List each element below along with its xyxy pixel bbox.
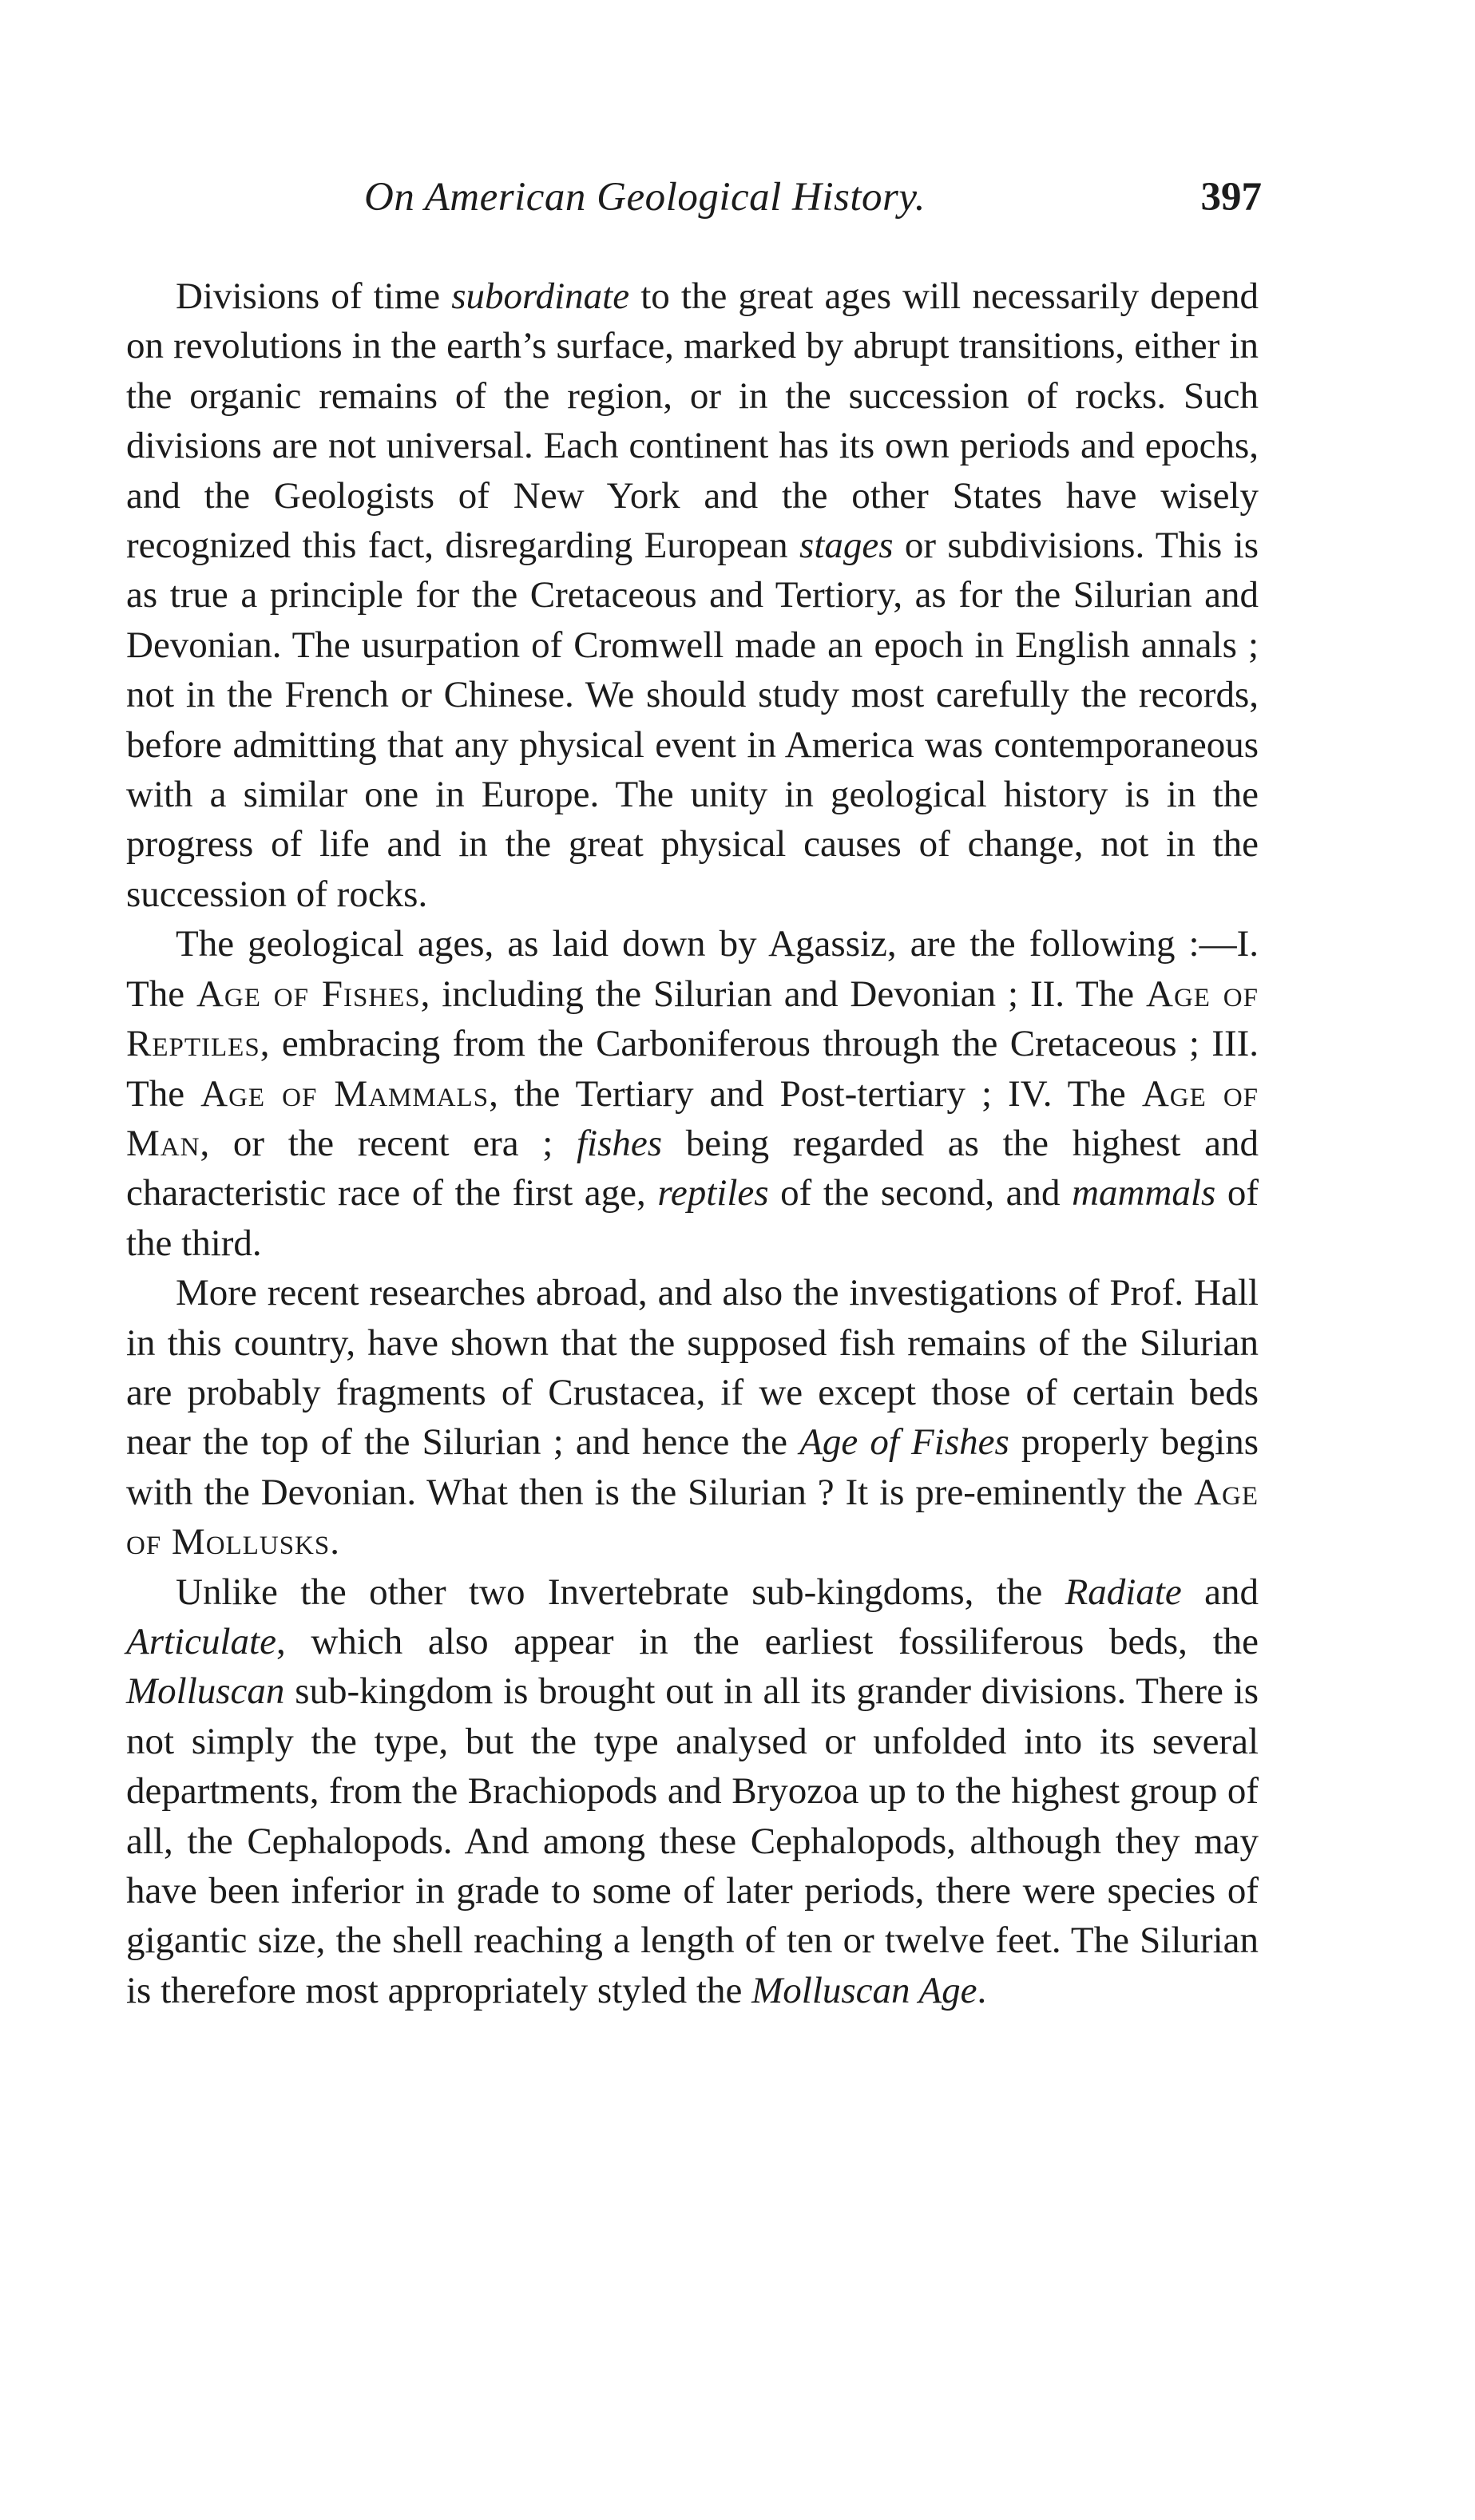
text-run: The geological ages, as laid down by Agassiz, are the following :—I. The	[126, 923, 1259, 1015]
page-header	[120, 174, 1262, 238]
text-run: .	[977, 1969, 987, 2011]
body-text	[126, 271, 1259, 2015]
text-run: Divisions of time	[176, 275, 452, 317]
text-run: properly begins with the Devonian. What then is the Silurian ? It is pre-eminently the	[126, 1421, 1259, 1513]
text-run: .	[330, 1521, 339, 1563]
text-run: , or the recent era ;	[200, 1122, 577, 1164]
small-caps-text: Age of Man	[126, 1072, 1259, 1164]
paragraph-agassiz-ages	[126, 919, 1259, 1268]
page-number: 397	[1200, 175, 1262, 220]
text-run: More recent researches abroad, and also the investigations of Prof. Hall in this country, have shown that the supposed fish remains of the Silurian are probably fragments of Crustacea, if we except those of certain beds near the top of the Silurian ; and hence the	[126, 1272, 1259, 1464]
text-run: of the second, and	[768, 1172, 1073, 1214]
text-run: , embracing from the Carboniferous through the Cretaceous ; III. The	[126, 1023, 1259, 1115]
small-caps-text: Age of Fishes	[196, 973, 421, 1015]
text-run: and	[1181, 1571, 1259, 1613]
text-run: Unlike the other two Invertebrate sub-kingdoms, the	[176, 1571, 1065, 1613]
italic-text: subordinate	[451, 275, 630, 317]
text-run: , which also appear in the earliest fossiliferous beds, the	[276, 1620, 1259, 1662]
text-run: , the Tertiary and Post-tertiary ; IV. The	[489, 1072, 1142, 1115]
italic-text: reptiles	[657, 1172, 769, 1214]
italic-text: Molluscan	[126, 1670, 285, 1713]
paragraph-ages-subdivisions	[126, 271, 1259, 919]
italic-text: stages	[799, 525, 894, 567]
paragraph-age-of-mollusks	[126, 1268, 1259, 1567]
text-run: , including the Silurian and Devonian ; II. The	[420, 973, 1146, 1015]
text-run: to the great ages will necessarily depend on revolutions in the earth’s surface, marked by abrupt transitions, either in the organic remains of the region, or in the succession of rocks. Such divisions are not universal. Each continent has its own periods and epochs, and the Geologists of New York and the other States have wisely recognized this fact, disregarding European	[126, 275, 1259, 567]
italic-text: Articulate	[126, 1620, 276, 1662]
small-caps-text: Age of Mollusks	[126, 1471, 1259, 1563]
text-run: of the third.	[126, 1172, 1259, 1264]
italic-text: fishes	[576, 1122, 663, 1164]
italic-text: mammals	[1072, 1172, 1216, 1214]
small-caps-text: Age of Mammals	[200, 1072, 490, 1115]
text-run: being regarded as the highest and characteristic race of the first age,	[126, 1122, 1259, 1214]
italic-text: Radiate	[1065, 1571, 1182, 1613]
text-run: sub-kingdom is brought out in all its grander divisions. There is not simply the type, but the type analysed or unfolded into its several departments, from the Brachiopods and Bryozoa up to the highest group of all, the Cephalopods. And among these Cephalopods, although they may have been inferior in grade to some of later periods, there were species of gigantic size, the shell reaching a length of ten or twelve feet. The Silurian is therefore most appropriately styled the	[126, 1670, 1259, 2011]
paragraph-molluscan-age	[126, 1567, 1259, 2016]
small-caps-text: Age of Reptiles	[126, 973, 1259, 1065]
text-run: or subdivisions. This is as true a principle for the Cretaceous and Tertiory, as for the Silurian and Devonian. The usurpation of Cromwell made an epoch in English annals ; not in the French or Chinese. We should study most carefully the records, before admitting that any physical event in America was contemporaneous with a similar one in Europe. The unity in geological history is in the progress of life and in the great physical causes of change, not in the succession of rocks.	[126, 525, 1259, 915]
italic-text: Age of Fishes	[799, 1421, 1009, 1464]
italic-text: Molluscan Age	[751, 1969, 977, 2011]
running-title: On American Geological History.	[364, 175, 926, 220]
